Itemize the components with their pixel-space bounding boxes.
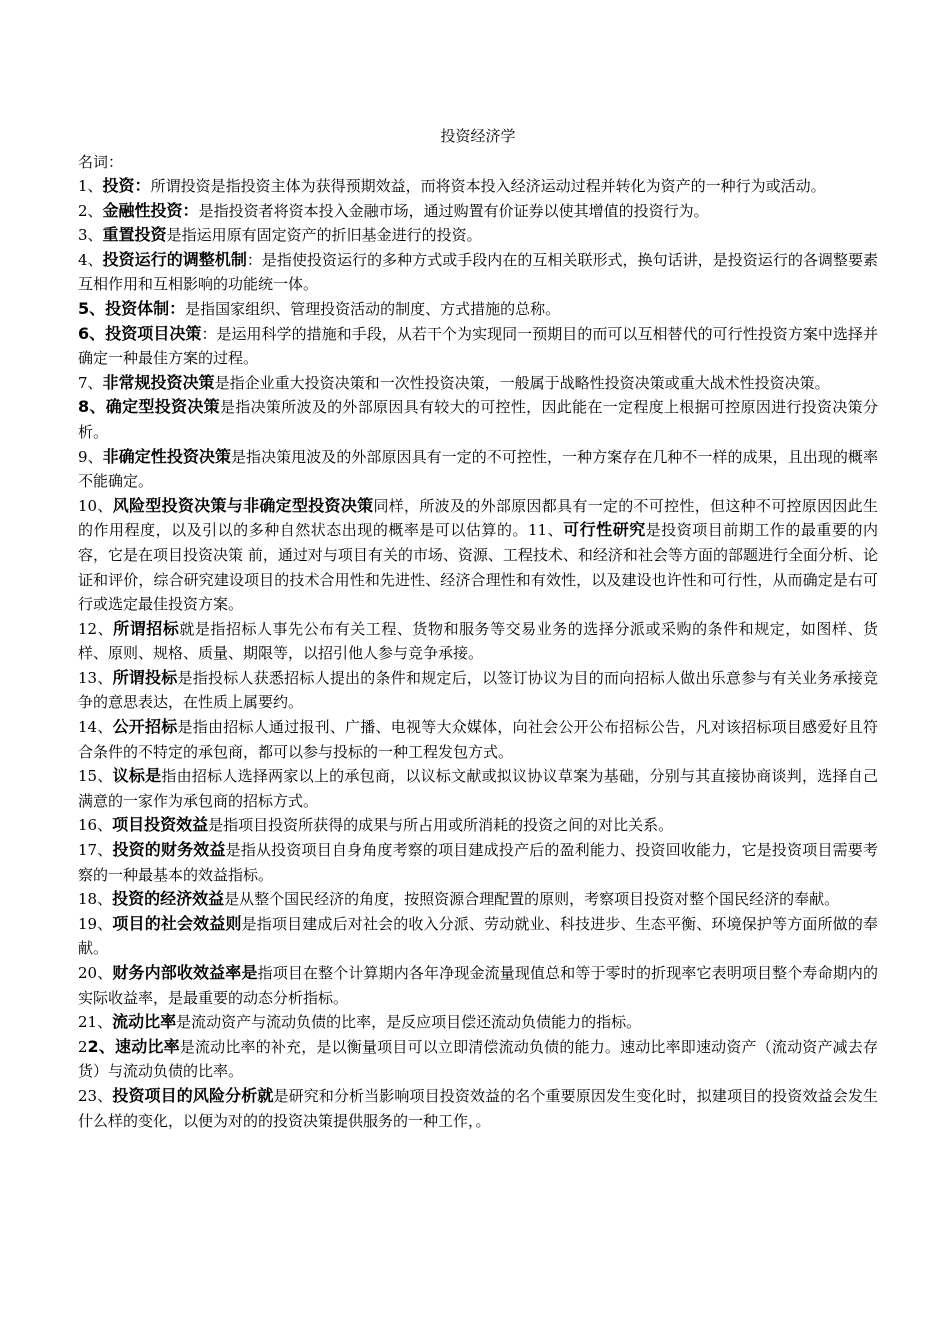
entry-term: 确定型投资决策 bbox=[105, 397, 220, 417]
entry-definition: 是指从投资项目自身角度考察的项目建成投产后的盈利能力、投资回收能力，它是投资项目需要考察的一种最基本的效益指标。 bbox=[78, 841, 878, 884]
document-page bbox=[78, 124, 878, 1157]
entry-term: 重置投资 bbox=[102, 225, 167, 245]
entry-definition: 是指项目建成后对社会的收入分派、劳动就业、科技进步、生态平衡、环境保护等方面所做的奉献。 bbox=[78, 914, 878, 958]
term-entry bbox=[78, 764, 878, 813]
term-entry bbox=[78, 961, 878, 1010]
entry-term: 投资的财务效益 bbox=[112, 840, 226, 860]
entry-number: 4、 bbox=[78, 250, 103, 269]
entry-number: 21、 bbox=[78, 1013, 113, 1032]
term-entry bbox=[78, 223, 878, 248]
entry-number: 9、 bbox=[78, 447, 103, 466]
entry-term: 投资的经济效益 bbox=[112, 889, 225, 909]
entry-term: 投资： bbox=[102, 176, 151, 195]
document-title: 投资经济学 bbox=[440, 127, 516, 145]
term-entry bbox=[78, 297, 878, 322]
term-entry bbox=[78, 838, 878, 887]
entry-term: 投资项目的风险分析就 bbox=[112, 1085, 274, 1105]
entry-definition: ：是指使投资运行的多种方式或手段内在的互相关联形式，换句话讲，是投资运行的各调整要素互相作用和互相影响的功能统一体。 bbox=[78, 250, 878, 294]
entry-number: 17、 bbox=[78, 841, 113, 860]
entry-definition: 是指企业重大投资决策和一次性投资决策，一般属于战略性投资决策或重大战术性投资决策。 bbox=[214, 373, 830, 392]
entry-term: 财务内部收效益率是 bbox=[112, 963, 258, 982]
entry-number: 1、 bbox=[78, 177, 103, 195]
entry-definition: 是从整个国民经济的角度，按照资源合理配置的原则，考察项目投资对整个国民经济的奉献。 bbox=[224, 890, 840, 909]
term-entry bbox=[78, 1084, 878, 1133]
entry-definition: 是投资项目前期工作的最重要的内容，它是在项目投资决策 前，通过对与项目有关的市场、资源、工程技术、和经济和社会等方面的部题进行全面分析、论证和评价，综合研究建设项目的技术合用性和先进性、经济合理性和有效性，以及建设也许性和可行性，从而确定是右可行或选定最佳投资方案。 bbox=[78, 521, 878, 614]
entry-definition: 是指运用原有固定资产的折旧基金进行的投资。 bbox=[166, 226, 482, 245]
entry-definition: 指项目在整个计算期内各年净现金流量现值总和等于零时的折现率它表明项目整个寿命期内的实际收益率，是最重要的动态分析指标。 bbox=[78, 964, 878, 1007]
entry-number: 12、 bbox=[78, 619, 114, 638]
entry-number: 15、 bbox=[78, 767, 113, 786]
entry-definition: 所谓投资是指投资主体为获得预期效益，而将资本投入经济运动过程并转化为资产的一种行为或活动。 bbox=[150, 177, 826, 195]
term-entry bbox=[78, 494, 878, 617]
entry-definition: 是指国家组织、管理投资活动的制度、方式措施的总称。 bbox=[185, 299, 561, 318]
entry-definition: 是指决策所波及的外部原因具有较大的可控性，因此能在一定程度上根据可控原因进行投资决策分析。 bbox=[78, 398, 878, 441]
paragraph-gap bbox=[78, 1133, 878, 1157]
entry-definition: 是研究和分析当影响项目投资效益的名个重要原因发生变化时，拟建项目的投资效益会发生什么样的变化，以便为对的的投资决策提供服务的一种工作，。 bbox=[78, 1086, 878, 1130]
entry-term: 议标是 bbox=[112, 766, 162, 786]
term-entry bbox=[78, 445, 878, 494]
section-label: 名词： bbox=[78, 153, 124, 171]
entry-term: 投资运行的调整机制 bbox=[102, 249, 247, 269]
entry-number: 23、 bbox=[78, 1086, 113, 1105]
entry-definition: 是指投标人获悉招标人提出的条件和规定后，以签订协议为目的而向招标人做出乐意参与有关业务承接竞争的意思表达，在性质上属要约。 bbox=[78, 668, 878, 712]
entry-term: 风险型投资决策与非确定型投资决策 bbox=[112, 495, 374, 515]
entry-number: 5、 bbox=[78, 298, 106, 318]
entry-number: 2、 bbox=[78, 201, 103, 220]
entry-term: 非常规投资决策 bbox=[102, 372, 215, 392]
term-entry bbox=[78, 174, 878, 199]
entry-number: 18、 bbox=[78, 890, 113, 909]
entry-number: 2 bbox=[78, 1037, 88, 1056]
term-entry bbox=[78, 887, 878, 912]
entry-term: 非确定性投资决策 bbox=[102, 446, 232, 466]
entry-definition: 指由招标人选择两家以上的承包商，以议标文献或拟议协议草案为基础，分别与其直接协商谈判，选择自己满意的一家作为承包商的招标方式。 bbox=[78, 767, 878, 810]
term-entry bbox=[78, 813, 878, 838]
term-entry bbox=[78, 1035, 878, 1084]
entry-number: 13、 bbox=[78, 668, 113, 687]
entry-term: 所谓投标 bbox=[112, 667, 178, 687]
entry-definition: ：是运用科学的措施和手段，从若干个为实现同一预期目的而可以互相替代的可行性投资方案中选择并确定一种最佳方案的过程。 bbox=[78, 324, 878, 368]
entry-definition: 是流动资产与流动负债的比率，是反应项目偿还流动负债能力的指标。 bbox=[176, 1013, 642, 1032]
entry-term: 流动比率 bbox=[112, 1012, 177, 1032]
entry-definition: 同样，所波及的外部原因都具有一定的不可控性，但这种不可控原因因此生的作用程度，以及引以的多种自然状态出现的概率是可以估算的。 bbox=[78, 496, 878, 540]
entry-number: 20、 bbox=[78, 964, 113, 982]
entry-number: 8、 bbox=[78, 397, 106, 417]
term-entry bbox=[78, 912, 878, 961]
entry-term: 可行性研究 bbox=[563, 520, 646, 540]
term-entry bbox=[78, 322, 878, 371]
entry-term: 项目投资效益 bbox=[112, 815, 209, 835]
entry-term: 公开招标 bbox=[112, 717, 178, 737]
entry-term: 投资项目决策 bbox=[105, 323, 202, 343]
entry-number: 11、 bbox=[528, 521, 564, 540]
entry-term: 投资体制： bbox=[105, 298, 186, 318]
entry-number: 14、 bbox=[78, 718, 113, 737]
term-entry bbox=[78, 1010, 878, 1035]
entry-term: 金融性投资： bbox=[102, 200, 199, 220]
entry-definition: 是指由招标人通过报刊、广播、电视等大众媒体，向社会公开公布招标公告，凡对该招标项目感爱好且符合条件的不特定的承包商，都可以参与投标的一种工程发包方式。 bbox=[78, 718, 878, 761]
term-entry bbox=[78, 371, 878, 396]
entry-number: 19、 bbox=[78, 914, 113, 933]
term-entry bbox=[78, 199, 878, 224]
entry-definition: 是指投资者将资本投入金融市场，通过购置有价证券以使其增值的投资行为。 bbox=[198, 201, 709, 220]
term-entry bbox=[78, 715, 878, 764]
entry-term: 2、速动比率 bbox=[87, 1036, 180, 1056]
entry-term: 项目的社会效益则 bbox=[112, 913, 242, 933]
term-entry bbox=[78, 395, 878, 444]
entry-number: 7、 bbox=[78, 373, 103, 392]
entry-definition: 就是指招标人事先公布有关工程、货物和服务等交易业务的选择分派或采购的条件和规定，如图样、货样、原则、规格、质量、期限等，以招引他人参与竞争承接。 bbox=[78, 619, 878, 663]
entry-number: 6、 bbox=[78, 323, 106, 343]
entry-definition: 是流动比率的补充，是以衡量项目可以立即清偿流动负债的能力。速动比率即速动资产（流动资产减去存货）与流动负债的比率。 bbox=[78, 1037, 878, 1081]
entry-definition: 是指项目投资所获得的成果与所占用或所消耗的投资之间的对比关系。 bbox=[208, 816, 674, 835]
term-entry bbox=[78, 617, 878, 666]
entry-number: 10、 bbox=[78, 496, 113, 515]
term-entry bbox=[78, 248, 878, 297]
entry-term: 所谓招标 bbox=[113, 618, 180, 638]
entry-definition: 是指决策甩波及的外部原因具有一定的不可控性，一种方案存在几种不一样的成果，且出现的概率不能确定。 bbox=[78, 447, 878, 491]
entry-number: 3、 bbox=[78, 226, 103, 245]
term-entry bbox=[78, 666, 878, 715]
entry-number: 16、 bbox=[78, 816, 113, 835]
